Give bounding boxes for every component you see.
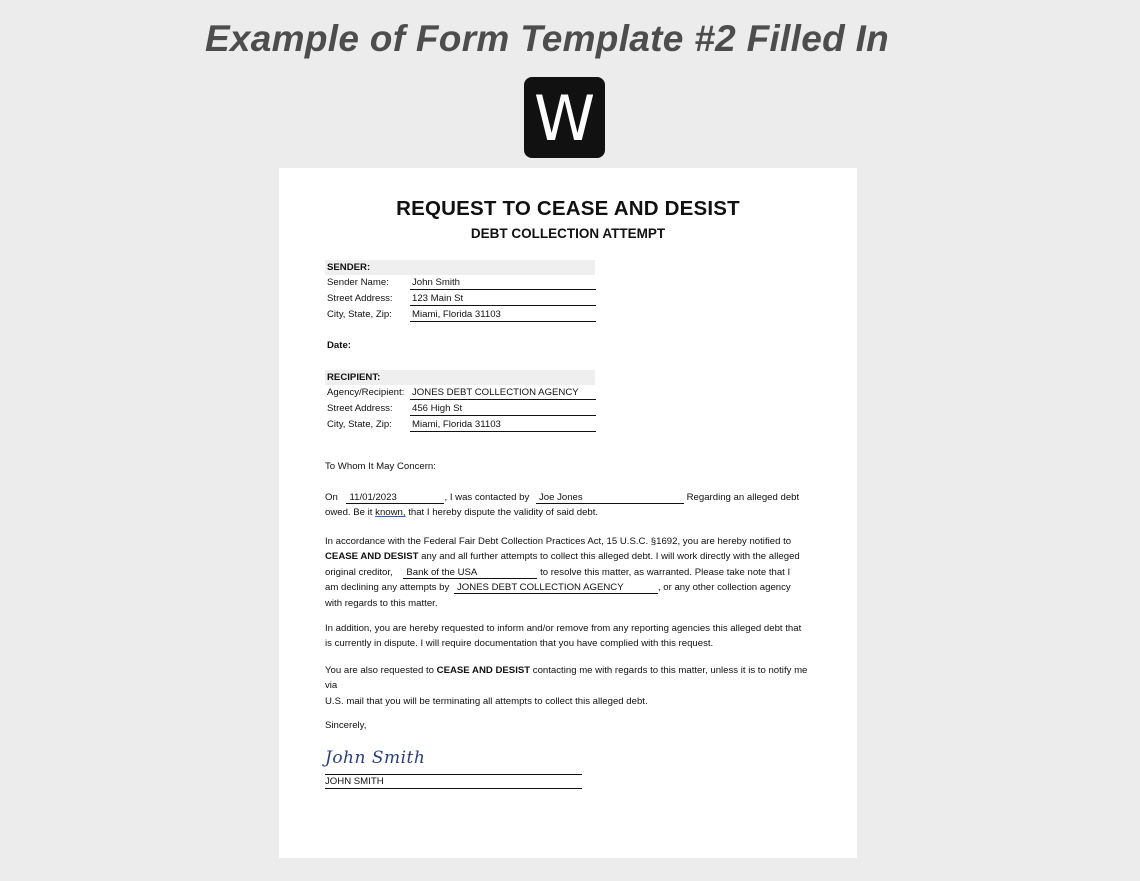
cease-desist-bold-2: CEASE AND DESIST [436,665,531,676]
reporting-line1: In addition, you are hereby requested to inform and/or remove from any reporting agencies this alleged debt that [325,623,802,634]
request-start: You are also requested to [325,665,437,676]
date-label: Date: [327,340,351,351]
headline: Example of Form Template #2 Filled In [204,18,890,59]
request-line1: contacting me with regards to this matter, unless it is to notify me via [325,665,808,692]
creditor-label-text: original creditor, [325,566,393,578]
owed-text: owed. Be it [325,507,376,519]
recipient-city-label: City, State, Zip: [327,419,392,430]
sender-name-field[interactable] [410,277,596,290]
cease-desist-bold: CEASE AND DESIST [325,551,419,563]
contacted-text: , I was contacted by [444,492,530,503]
paragraph-notice [325,534,820,611]
notice-line3: to resolve this matter, as warranted. Please take note that I [537,566,791,578]
known-text: known, [375,507,406,519]
sender-city-value: Miami, Florida 31103 [412,309,501,320]
word-logo-icon [524,77,605,158]
declining-text: am declining any attempts by [325,582,450,594]
sender-name-value: John Smith [412,277,460,288]
document-page [279,168,857,858]
sender-street-label: Street Address: [327,293,393,304]
paragraph-dispute [325,490,820,521]
word-logo-letter: W [533,81,596,155]
document-subtitle: DEBT COLLECTION ATTEMPT [470,226,666,241]
recipient-street-field[interactable] [410,403,596,416]
reporting-line2: is currently in dispute. I will require documentation that you have complied with this request. [325,638,714,650]
recipient-city-value: Miami, Florida 31103 [412,419,501,430]
sender-street-field[interactable] [410,293,596,306]
notice-line4: , or any other collection agency [657,582,791,594]
sender-city-field[interactable] [410,309,596,322]
salutation: To Whom It May Concern: [325,461,436,472]
notice-line5: with regards to this matter. [325,597,438,609]
document-title: REQUEST TO CEASE AND DESIST [396,197,740,220]
sender-heading: SENDER: [327,262,371,273]
creditor-value: Bank of the USA [406,566,478,578]
recipient-heading: RECIPIENT: [327,372,381,383]
regarding-text: Regarding an alleged debt [686,492,800,503]
recipient-city-field[interactable] [410,419,596,432]
recipient-heading-bar [325,370,595,385]
closing: Sincerely, [325,720,367,731]
signature: John Smith [325,748,426,768]
recipient-agency-value: JONES DEBT COLLECTION AGENCY [412,387,579,398]
declined-agency-value: JONES DEBT COLLECTION AGENCY [456,582,624,594]
dispute-text: that I hereby dispute the validity of said debt. [405,507,599,519]
paragraph-reporting [325,621,820,652]
declined-agency-field[interactable] [454,582,658,594]
recipient-agency-field[interactable] [410,387,596,400]
contact-person-field[interactable] [536,492,684,504]
paragraph-contact-request [325,663,820,709]
request-line2: U.S. mail that you will be terminating all attempts to collect this alleged debt. [325,695,648,707]
creditor-field[interactable] [403,567,537,579]
sender-city-label: City, State, Zip: [327,309,392,320]
notice-line2: any and all further attempts to collect this alleged debt. I will work directly with the alleged [418,551,800,563]
sender-street-value: 123 Main St [412,293,464,304]
signature-line [325,774,582,775]
on-text: On [325,492,338,503]
printed-name: JOHN SMITH [325,776,384,787]
sender-heading-bar [325,260,595,275]
sender-name-label: Sender Name: [327,277,389,288]
notice-line1: In accordance with the Federal Fair Debt Collection Practices Act, 15 U.S.C. §1692, you are hereby notified to [325,536,792,547]
printed-name-field[interactable] [325,776,582,789]
recipient-street-value: 456 High St [412,403,463,414]
recipient-street-label: Street Address: [327,403,393,414]
recipient-agency-label: Agency/Recipient: [327,387,405,398]
contact-date-value: 11/01/2023 [349,492,397,503]
contact-person-value: Joe Jones [538,492,583,503]
contact-date-field[interactable] [346,492,444,504]
